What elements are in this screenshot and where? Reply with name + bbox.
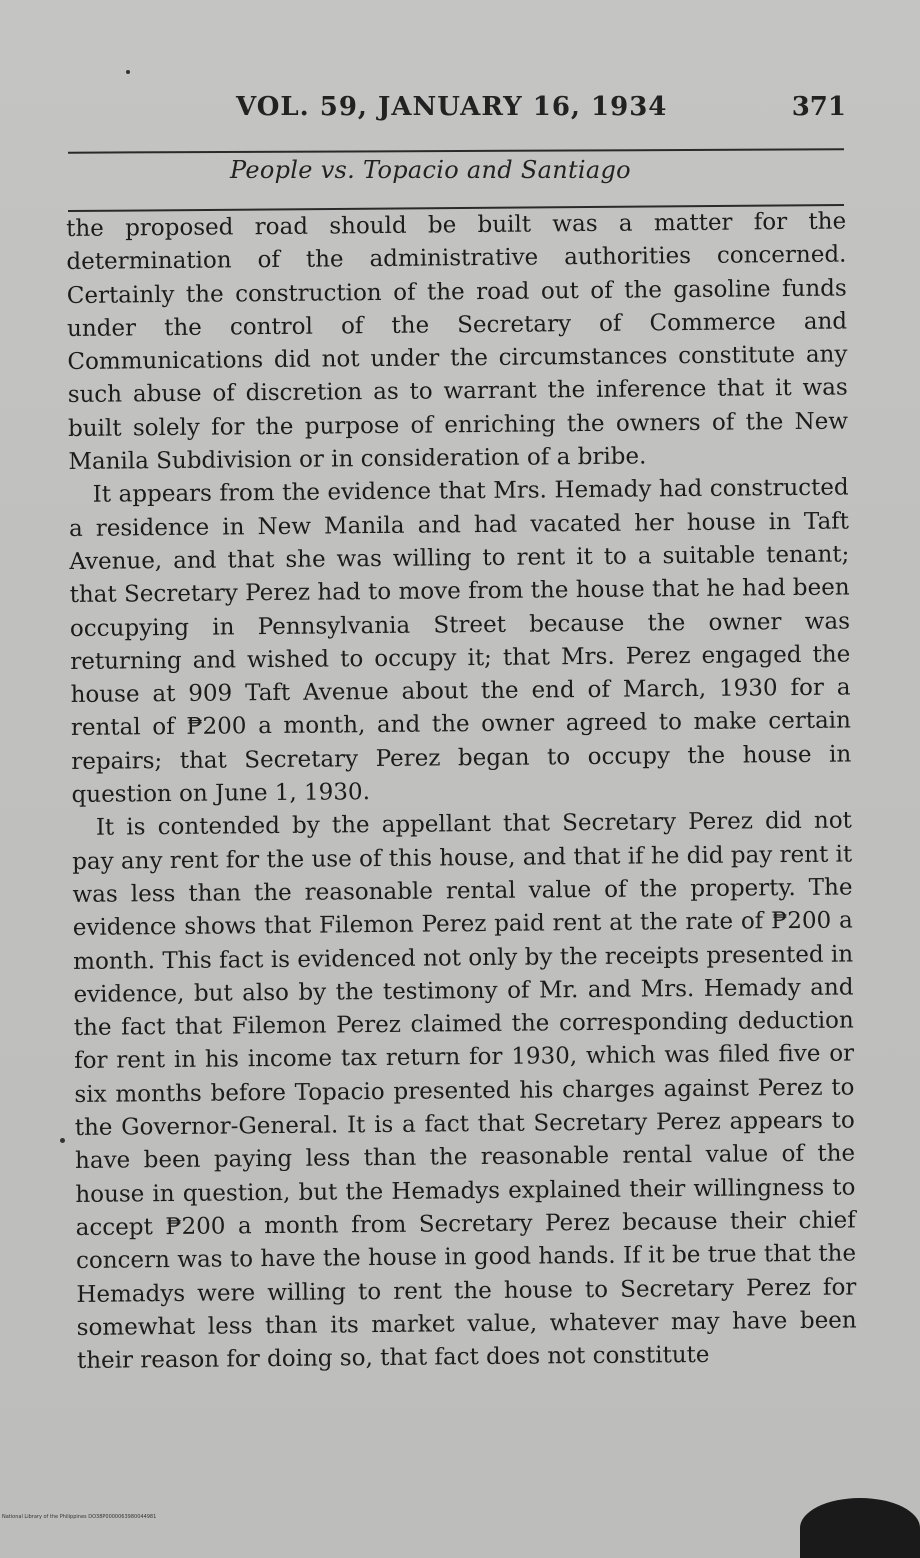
- running-header: [66, 92, 846, 132]
- page-number: 371: [791, 92, 846, 122]
- paragraph-1: the proposed road should be built was a matter for the determination of the administrative authorities concerned. Certainly the construction of the road out of the gasoline funds under the control of the Secretary of Commerce and Communications did not under the circumstances constitute any such abuse of discretion as to warrant the inference that it was built solely for the purpose of enriching the owners of the New Manila Subdivision or in consideration of a bribe.: [66, 208, 849, 476]
- scan-artifact: [800, 1498, 920, 1558]
- paragraph-2: It appears from the evidence that Mrs. Hemady had constructed a residence in New Manila and had vacated her house in Taft Avenue, and that she was willing to rent it to a suitable tenant; that Secretary Perez had to move from the house that he had been occupying in Pennsylvania Street because the owner was returning and wished to occupy it; that Mrs. Perez engaged the house at 909 Taft Avenue about the end of March, 1930 for a rental of ₱200 a month, and the owner agreed to make certain repairs; that Secretary Perez began to occupy the house in question on June 1, 1930.: [68, 474, 852, 809]
- volume-line: VOL. 59, JANUARY 16, 1934: [236, 92, 668, 122]
- scan-footer: National Library of the Philippines DO38P0000063980044981: [2, 1514, 157, 1520]
- margin-dot: [60, 1138, 65, 1143]
- body-text: [66, 206, 857, 1379]
- case-title: People vs. Topacio and Santiago: [230, 156, 631, 184]
- scan-speck: [126, 70, 130, 74]
- paragraph-3: It is contended by the appellant that Secretary Perez did not pay any rent for the use of this house, and that if he did pay rent it was less than the reasonable rental value of the property. The evidence shows that Filemon Perez paid rent at the rate of ₱200 a month. This fact is evidenced not only by the receipts presented in evidence, but also by the testimony of Mr. and Mrs. Hemady and the fact that Filemon Perez claimed the corresponding deduction for rent in his income tax return for 1930, which was filed five or six months before Topacio presented his charges against Perez to the Governor-General. It is a fact that Secretary Perez appears to have been paying less than the reasonable rental value of the house in question, but the Hemadys explained their willingness to accept ₱200 a month from Secretary Perez because their chief concern was to have the house in good hands. If it be true that the Hemadys were willing to rent the house to Secretary Perez for somewhat less than its market value, whatever may have been their reason for doing so, that fact does not constitute: [72, 807, 857, 1375]
- header-rule-top: [68, 148, 844, 153]
